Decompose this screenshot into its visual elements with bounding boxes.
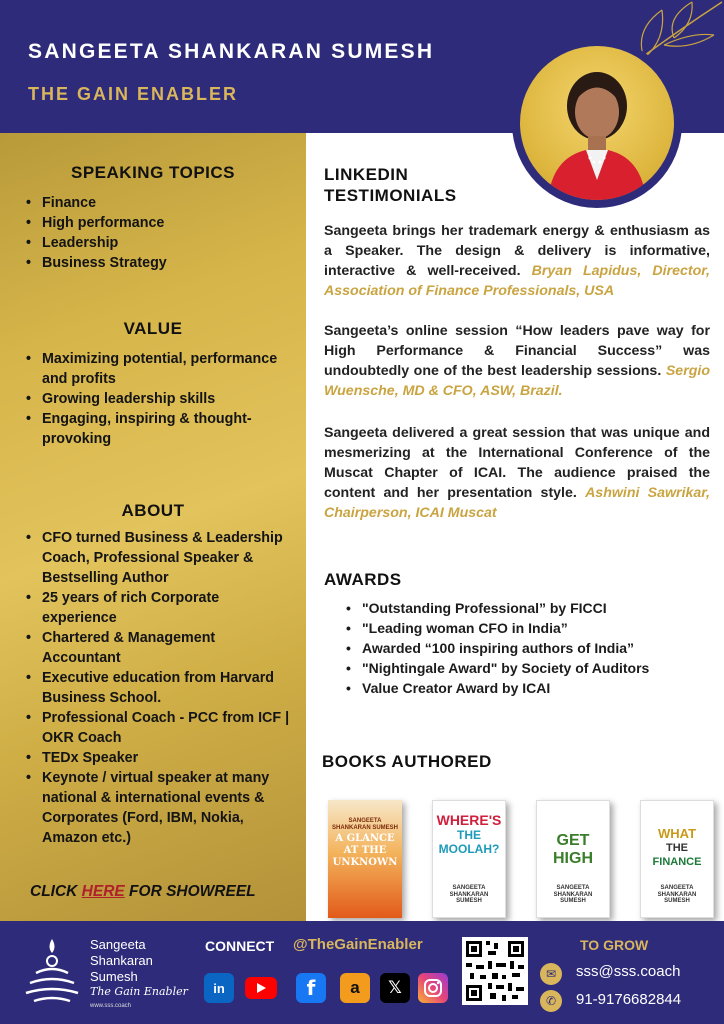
phone-icon: ✆: [540, 990, 562, 1012]
books-title: BOOKS AUTHORED: [322, 752, 492, 771]
testimonial-author: Bryan Lapidus, Director, Association of Finance Professionals, USA: [324, 263, 710, 299]
book-cover[interactable]: [536, 800, 610, 918]
book-author: SANGEETA SHANKARAN SUMESH: [657, 885, 697, 905]
logo-subtitle: The Gain Enabler: [90, 985, 188, 998]
list-item: • Finance: [22, 193, 292, 213]
list-item: • Professional Coach - PCC from ICF | OKR Coach: [22, 708, 292, 748]
awards-title: AWARDS: [324, 570, 402, 589]
right-column: [306, 133, 724, 921]
list-item: • Chartered & Management Accountant: [22, 628, 292, 668]
testimonial-author: Sergio Wuensche, MD & CFO, ASW, Brazil.: [324, 363, 710, 399]
list-item: • Growing leadership skills: [22, 389, 292, 409]
header-name: SANGEETA SHANKARAN SUMESH: [28, 40, 435, 63]
list-item: • TEDx Speaker: [22, 748, 292, 768]
book-title-line: FINANCE: [652, 856, 702, 868]
list-item: • 25 years of rich Corporate experience: [22, 588, 292, 628]
books-shelf: [322, 783, 714, 918]
testimonial-text: Sangeeta delivered a great session that was unique and mesmerizing at the International Conference of the Muscat Chapter of ICAI. The audience praised the content and her presentation style.: [324, 425, 710, 501]
left-column: [0, 133, 306, 921]
book-cover[interactable]: [432, 800, 506, 918]
award-item: • "Nightingale Award" by Society of Auditors: [342, 658, 649, 678]
value-title: VALUE: [123, 319, 183, 338]
testimonial: [324, 321, 710, 401]
profile-photo: [512, 38, 682, 208]
award-item: • "Leading woman CFO in India”: [342, 618, 649, 638]
list-item: • Keynote / virtual speaker at many national & international events & Corporates (Ford, IBM, Nokia, Amazon etc.): [22, 768, 292, 848]
qr-code-icon: [462, 937, 528, 1005]
connect-label: CONNECT: [205, 938, 275, 954]
list-item: • Engaging, inspiring & thought-provoking: [22, 409, 292, 449]
value-list: [22, 349, 292, 449]
list-item: • Maximizing potential, performance and profits: [22, 349, 292, 389]
footer: [0, 921, 724, 1024]
testimonial-author: Ashwini Sawrikar, Chairperson, ICAI Muscat: [324, 485, 710, 521]
testimonial-text: Sangeeta’s online session “How leaders pave way for High Performance & Financial Success” was undoubtedly one of the best leadership sessions.: [324, 323, 710, 379]
book-title-line: A GLANCE: [335, 833, 395, 844]
portrait-illustration: [520, 46, 674, 200]
facebook-icon[interactable]: f: [296, 973, 326, 1003]
awards-list: [342, 598, 649, 698]
logo-url: www.sss.coach: [90, 1003, 132, 1009]
book-title-line: UNKNOWN: [332, 857, 398, 868]
book-title-line: MOOLAH?: [438, 842, 500, 856]
youtube-icon[interactable]: [242, 973, 280, 1003]
book-author: SANGEETA SHANKARAN SUMESH: [332, 818, 399, 831]
book-title-line: WHAT: [657, 826, 697, 841]
x-icon[interactable]: 𝕏: [380, 973, 410, 1003]
showreel-suffix: FOR SHOWREEL: [124, 883, 256, 900]
logo-name-line: Sumesh: [90, 969, 138, 984]
showreel-cta: [30, 883, 256, 901]
email-icon: ✉: [540, 963, 562, 985]
social-handle[interactable]: @TheGainEnabler: [293, 936, 423, 953]
book-title-line: WHERE'S: [436, 812, 502, 828]
list-item: • CFO turned Business & Leadership Coach, Professional Speaker & Bestselling Author: [22, 528, 292, 588]
header-tagline: THE GAIN ENABLER: [28, 84, 239, 104]
book-title-line: GET: [556, 832, 590, 849]
qr-code[interactable]: [462, 937, 528, 1005]
book-title-line: HIGH: [553, 850, 593, 867]
meditation-logo-icon: [22, 937, 82, 1007]
book-author: SANGEETA SHANKARAN SUMESH: [449, 885, 489, 905]
list-item: • Leadership: [22, 233, 292, 253]
to-grow-label: TO GROW: [580, 937, 649, 953]
logo-name-line: Shankaran: [90, 953, 153, 968]
award-item: • "Outstanding Professional” by FICCI: [342, 598, 649, 618]
speaking-topics-title: SPEAKING TOPICS: [71, 163, 235, 182]
award-item: • Value Creator Award by ICAI: [342, 678, 649, 698]
about-list: [22, 528, 292, 848]
logo-name: [90, 937, 153, 985]
book-title-line: THE: [457, 828, 481, 842]
testimonials-title-line: TESTIMONIALS: [324, 186, 457, 205]
testimonials-title-line: LINKEDIN: [324, 165, 409, 184]
instagram-icon[interactable]: [418, 973, 448, 1003]
showreel-prefix: CLICK: [30, 883, 82, 900]
amazon-icon[interactable]: a: [340, 973, 370, 1003]
speaking-topics-list: [22, 193, 292, 273]
book-author: SANGEETA SHANKARAN SUMESH: [553, 885, 593, 905]
testimonial: [324, 221, 710, 301]
linkedin-icon[interactable]: in: [204, 973, 234, 1003]
list-item: • High performance: [22, 213, 292, 233]
phone-number[interactable]: 91-9176682844: [576, 991, 682, 1008]
logo-name-line: Sangeeta: [90, 937, 146, 952]
book-cover[interactable]: [640, 800, 714, 918]
book-title-line: THE: [666, 842, 688, 854]
list-item: • Business Strategy: [22, 253, 292, 273]
book-cover[interactable]: [328, 800, 402, 918]
testimonial: [324, 423, 710, 523]
book-title-line: AT THE: [343, 845, 387, 856]
email-link[interactable]: sss@sss.coach: [576, 963, 681, 980]
about-title: ABOUT: [121, 501, 185, 520]
showreel-link[interactable]: HERE: [81, 883, 125, 900]
award-item: • Awarded “100 inspiring authors of India”: [342, 638, 649, 658]
testimonials-title: [324, 164, 457, 206]
list-item: • Executive education from Harvard Business School.: [22, 668, 292, 708]
testimonial-text: Sangeeta brings her trademark energy & enthusiasm as a Speaker. The design & delivery is informative, interactive & well-received.: [324, 223, 710, 279]
